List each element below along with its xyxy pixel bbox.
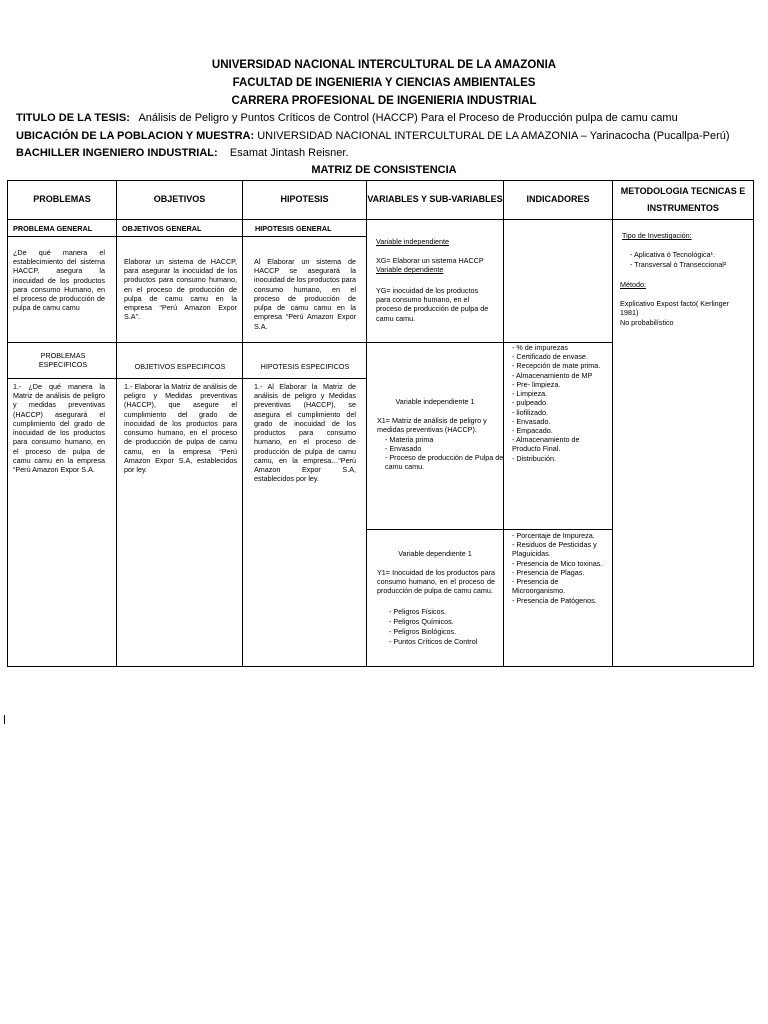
column-header-objetivos: OBJETIVOS [153,194,206,205]
column-header-hipotesis: HIPOTESIS [280,194,329,205]
objetivo-general-head: OBJETIVOS GENERAL [122,224,202,233]
column-header-variables: VARIABLES Y SUB-VARIABLES [367,194,503,205]
metodo-text: Explicativo Expost facto( Kerlinger 1981) [620,299,730,318]
author-label: BACHILLER INGENIERO INDUSTRIAL: [16,147,218,159]
indicador-item: - Empacado. [512,425,553,435]
var-dep-text: YG= inocuidad de los productos para consumo humano, en el proceso de producción de pulpa de camu camu. [376,286,489,323]
objetivo-general-text: Elaborar un sistema de HACCP, para asegurar la inocuidad de los productos para consumo humano, en el proceso de producción de pulpa de camu camu en la empresa “Perú Amazon Expor S.A”. [124,257,237,322]
tipo-investigacion-label: Tipo de Investigación: [622,231,692,240]
var-dep1-label: Variable dependiente 1 [398,549,472,558]
var-indep1-label: Variable independiente 1 [395,397,475,406]
objetivo-especifico-text: 1.- Elaborar la Matriz de análisis de peligro y Medidas preventivas (HACCP), que asegure el cumplimiento del grado de inocuidad de los productos para consumo humano, en el proceso de producción de pulpa de camu camu, en la empresa “Perú Amazon Expor S.A, establecidos por ley. [124,382,237,474]
var-indep1-item-3: - Proceso de producción de Pulpa de camu camu. [385,453,504,472]
text-cursor [4,715,5,724]
indicador-item: - pulpeado. [512,398,548,408]
problema-general-text: ¿De qué manera el establecimiento del sistema HACCP, asegura la inocuidad de los productos para consumo Humano, en el proceso de producción de pulpa de camu camu [13,248,105,313]
column-header-indicadores: INDICADORES [526,194,590,205]
tipo-item-2: - Transversal ó Transeccional² [630,260,727,269]
author-value: Esamat Jintash Reisner. [229,147,349,159]
university-title: UNIVERSIDAD NACIONAL INTERCULTURAL DE LA AMAZONIA [211,59,557,71]
indicador-item: - Presencia de Patógenos. [512,595,597,605]
indicador-item: - Distribución. [512,453,556,463]
location-value: UNIVERSIDAD NACIONAL INTERCULTURAL DE LA AMAZONIA – Yarinacocha (Pucallpa-Perú) [257,130,730,142]
indicador-item: - Residuos de Pesticidas y Plaguicidas. [512,540,597,559]
indicadores-list-2 [512,531,610,605]
indicador-item: - Presencia de Plagas. [512,567,585,577]
indicador-item: - Presencia de Microorganismo. [512,577,566,596]
var-indep-label: Variable independiente [376,237,449,246]
indicador-item: - Envasado. [512,416,551,426]
metodo-text-2: No probabilístico [620,318,674,327]
career-title: CARRERA PROFESIONAL DE INGENIERIA INDUSTRIAL [231,95,537,107]
column-header-metodologia: METODOLOGIA TECNICAS E INSTRUMENTOS [620,185,746,213]
author-line [16,147,766,159]
var-dep1-item-2: - Peligros Químicos. [389,617,454,626]
matrix-title: MATRIZ DE CONSISTENCIA [311,164,457,176]
problema-general-head: PROBLEMA GENERAL [13,224,93,233]
location-line [16,130,766,142]
hipotesis-especifico-text: 1.- Al Elaborar la Matriz de análisis de peligro y Medidas preventivas (HACCP), se asegura el cumplimiento del grado de inocuidad de los productos para consumo humano, en el proceso de producción de pulpa de camu camu, en la empresa…“Perú Amazon Expor S.A, establecidos por ley. [254,382,356,484]
hipotesis-general-head: HIPOTESIS GENERAL [255,224,332,233]
indicador-item: - liofilizado. [512,407,548,417]
thesis-label: TITULO DE LA TESIS: [16,112,130,124]
var-dep1-item-4: - Puntos Críticos de Control [389,637,478,646]
faculty-title: FACULTAD DE INGENIERIA Y CIENCIAS AMBIENTALES [232,77,536,89]
column-header-problemas: PROBLEMAS [33,194,91,205]
var-dep1-text: Y1= Inocuidad de los productos para consumo humano, en el proceso de producción de pulpa de camu camu. [377,568,495,596]
var-indep1-text: X1= Matriz de análisis de peligro y medidas preventivas (HACCP). [377,416,487,435]
indicador-item: - Porcentaje de Impureza. [512,531,595,540]
var-dep1-item-3: - Peligros Biológicos. [389,627,457,636]
indicadores-list-1 [512,343,610,463]
thesis-line [16,112,766,124]
indicador-item: - Recepción de mate prima. [512,361,601,371]
indicador-item: - Almacenamiento de MP [512,370,593,380]
var-indep-text: XG= Elaborar un sistema HACCP [376,256,484,265]
var-indep1-item-1: - Materia prima [385,435,434,444]
tipo-item-1: - Aplicativa ó Tecnológica¹. [630,250,715,259]
location-label: UBICACIÓN DE LA POBLACION Y MUESTRA: [16,130,255,142]
indicador-item: - Almacenamiento de Producto Final. [512,435,580,454]
indicador-item: - Certificado de envase. [512,352,588,362]
var-dep1-item-1: - Peligros Físicos. [389,607,447,616]
objetivos-especificos-head: OBJETIVOS ESPECIFICOS [134,362,226,371]
problemas-especificos-head: PROBLEMAS ESPECIFICOS [38,351,88,370]
hipotesis-general-text: Al Elaborar un sistema de HACCP se asegurará la inocuidad de los productos para consumo humano, en el proceso de producción de pulpa de camu camu en la empresa “Perú Amazon Expor S.A. [254,257,356,331]
metodo-label: Método: [620,280,646,289]
hipotesis-especificos-head: HIPOTESIS ESPECIFICOS [260,362,350,371]
indicador-item: - Pre- limpieza. [512,379,561,389]
indicador-item: - Limpieza. [512,389,548,399]
thesis-value: Análisis de Peligro y Puntos Críticos de Control (HACCP) Para el Proceso de Producción pulpa de camu camu [138,112,678,124]
var-dep-label: Variable dependiente [376,265,444,274]
var-indep1-item-2: - Envasado [385,444,422,453]
problema-especifico-text: 1.- ¿De qué manera la Matriz de análisis de peligro y medidas preventivas (HACCP) asegurará el cumplimiento del grado de inocuidad de los productos para consumo humano, en el proceso de pulpa de camu camu en la empresa “Perú Amazon Expor S.A. [13,382,105,474]
indicador-item: - % de impurezas [512,343,568,352]
indicador-item: - Presencia de Mico toxinas. [512,558,603,568]
